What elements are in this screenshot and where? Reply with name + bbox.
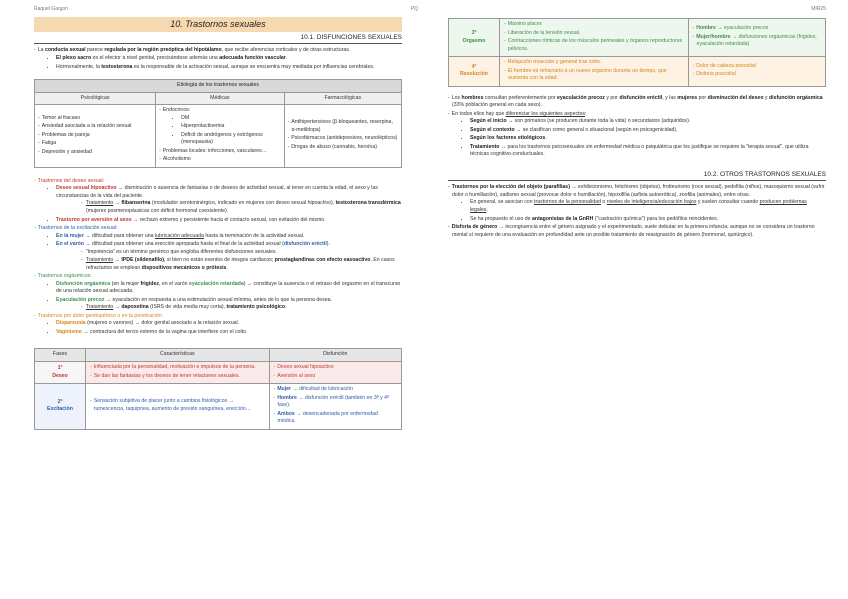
header-code: MIR25 <box>811 6 826 12</box>
list-item: • Disfunción orgásmica (en la mujer frigidez, en el varón eyaculación retardada) → constituye la ausencia o el retraso del orgasmo en el transcurso de una relación sexual adecuada. <box>56 281 402 296</box>
list-item: • En el varón → dificultad para obtener una erección apropiada hasta el final de la actividad sexual (disfunción eréctil). - "Impotencia" es un término genérico que engloba diferentes disfunciones sexuales. - Tratamiento → IPDE (sildenafilo), si bien no están exentos de riesgos cardiacos; prostaglandinas con efecto vasoactivo. En casos refractarios se emplean dispositivos mecánicos o prótesis. <box>56 241 402 272</box>
list-item: - Dolor de cabeza poscoital <box>697 63 822 71</box>
table-row: 1ª Deseo - Influenciada por la personalidad, motivación e impulsos de la persona. - Se dan las fantasías y los deseos de tener relaciones sexuales. - Deseo sexual hipoactivo - Aversión al sexo <box>35 362 402 384</box>
list-item: - Trastornos de la excitación sexual: • En la mujer → dificultad para obtener una lubricación adecuada hasta la terminación de la actividad sexual. • En el varón → dificultad para obtener una erección apropiada hasta el final de la actividad sexual (disfunción eréctil). - "Impotencia" es un término genérico que engloba diferentes disfunciones sexuales. - Tratamiento → IPDE (sildenafilo), si bien no están exentos de riesgos cardiacos; prostaglandinas con efecto vasoactivo. En casos refractarios se emplean dispositivos mecánicos o prótesis. <box>38 225 402 272</box>
table-caption: Etiología de los trastornos sexuales <box>35 80 402 93</box>
list-item: - Trastornos por dolor genitopélvico o en la penetración: • Dispareunia (mujeres o varones) → dolor genital asociado a la relación sexual. • Vaginismo → contractura del tercio externo de la vagina que interfiere con el coito. <box>38 313 402 337</box>
list-item: - Máximo placer. <box>508 21 684 29</box>
list-item: - Tratamiento → dapoxetina (ISRS de vida media muy corta), tratamiento psicológico. <box>86 304 402 312</box>
column-header: Disfunción <box>269 349 402 362</box>
list-item: - Contracciones rítmicas de los músculos perineales y órganos reproductores pélvicos. <box>508 38 684 53</box>
column-header: Médicas <box>156 92 284 105</box>
list-item: - Mujer → dificultad de lubricación <box>278 386 398 394</box>
intro-list <box>34 47 402 71</box>
list-item: - Liberación de la tensión sexual. <box>508 30 684 38</box>
summary-list <box>448 95 826 159</box>
page-header <box>448 6 826 15</box>
author-name: Raquel Gargori <box>34 6 68 12</box>
list-item: - "Impotencia" es un término genérico que engloba diferentes disfunciones sexuales. <box>86 249 402 257</box>
list-item: - Trastornos del deseo sexual: • Deseo sexual hipoactivo → disminución o ausencia de fantasías o de deseos de actividad sexual, al tener en cuenta la edad, el sexo y las circunstancias de la vida del paciente. - Tratamiento → flibanserina (modulador serotoninérgico, indicado en mujeres con deseo sexual hipoactivo), testosterona transdérmica (mujeres posmenopáusicas con déficit hormonal coexistente). • Trastorno por aversión al sexo → rechazo extremo y persistente hacia el contacto sexual, con evitación del mismo. <box>38 178 402 224</box>
list-item: • El plexo sacro es el efector a nivel genital, precisándose además una adecuada función vascular. <box>56 55 402 63</box>
table-row: 3ª Orgasmo - Máximo placer. - Liberación de la tensión sexual. - Contracciones rítmicas de los músculos perineales y órganos reproductores pélvicos. - Hombre → eyaculación precoz - Mujer/hombre → disfunciones orgásmicas (frigidez, eyaculación retardada) <box>449 19 826 57</box>
list-item: - Antihipertensivos (β-bloqueantes, reserpina, α-metildopa) <box>292 119 398 134</box>
list-item: - Ansiedad asociada a la relación sexual <box>42 123 152 131</box>
list-item: - El hombre es refractario a un nuevo orgasmo durante un tiempo, que aumenta con la edad. <box>508 68 684 83</box>
list-item: - Depresión y ansiedad <box>42 149 152 157</box>
list-item: - Problemas locales: infecciones, vasculares… <box>163 148 280 156</box>
list-item: - Drogas de abuso (cannabis, heroína) <box>292 144 398 152</box>
list-item: - Psicofármacos (antidepresivos, neurolépticos) <box>292 135 398 143</box>
list-item: - Tratamiento → flibanserina (modulador serotoninérgico, indicado en mujeres con deseo sexual hipoactivo), testosterona transdérmica (mujeres posmenopáusicas con déficit hormonal coexistente). <box>86 200 402 215</box>
phases-table <box>34 348 402 429</box>
list-item: - La conducta sexual parece regulada por la región preóptica del hipotálamo, que recibe aferencias corticales y de otras estructuras. • El plexo sacro es el efector a nivel genital, precisándose además una adecuada función vascular. • Hormonalmente, la testosterona es la responsable de la activación sexual, aunque se encuentra muy mediada por influencias cerebrales. <box>38 47 402 71</box>
list-item: - Aversión al sexo <box>278 373 398 381</box>
list-item: - Sensación subjetiva de placer junto a cambios fisiológicos → tumescencia, taquipnea, aumento de presión sanguínea, erección… <box>94 398 265 413</box>
page-header <box>34 6 418 15</box>
list-item: - Deseo sexual hipoactivo <box>278 364 398 372</box>
disorders-list <box>34 178 402 337</box>
list-item: - Alcoholismo <box>163 156 280 164</box>
list-item: • Se ha propuesto el uso de antagonistas de la GnRH ("castración química") para los pedófilos reincidentes. <box>470 216 826 224</box>
list-item: - Trastornos por la elección del objeto (parafilias) → exhibicionismo, fetichismo (objetos), frotteurismo (roce sexual), pedofilia (niños), masoquismo sexual (sufrir dolor o humillación), sadismo sexual (provocar dolor o humillación), hipoxifilia (asfixia autoerótica), zoofilia (animales), entre otras. • En general, se asocian con trastornos de la personalidad o niveles de inteligencia/educación bajos y suelen consultar cuando producen problemas legales. • Se ha propuesto el uso de antagonistas de la GnRH ("castración química") para los pedófilos reincidentes. <box>452 184 826 223</box>
column-header: Farmacológicas <box>284 92 401 105</box>
list-item: • Según el inicio → son primarios (se producen durante toda la vida) o secundarios (adquiridos). <box>470 118 826 126</box>
list-item: • Según los factores etiológicos. <box>470 135 826 143</box>
table-row: 4ª Resolución - Relajación muscular y general tras coito. - El hombre es refractario a un nuevo orgasmo durante un tiempo, que aumenta con la edad. - Dolor de cabeza poscoital - Disforia poscoital <box>449 57 826 87</box>
list-item: • En general, se asocian con trastornos de la personalidad o niveles de inteligencia/educación bajos y suelen consultar cuando producen problemas legales. <box>470 199 826 214</box>
column-header: Psicológicas <box>35 92 156 105</box>
list-item: • Dispareunia (mujeres o varones) → dolor genital asociado a la relación sexual. <box>56 320 402 328</box>
list-item: • Vaginismo → contractura del tercio externo de la vagina que interfiere con el coito. <box>56 329 402 337</box>
column-header: Características <box>86 349 270 362</box>
list-item: • Según el contexto → se clasifican como general o situacional (según en psicogenicidad). <box>470 127 826 135</box>
list-item: • Tratamiento → para los trastornos psicosexuales sin enfermedad médica o psiquiátrica que los justifique se requiere la "terapia sexual", que utiliza técnicas cognitivo-conductuales. <box>470 144 826 159</box>
list-item: • Deseo sexual hipoactivo → disminución o ausencia de fantasías o de deseos de actividad sexual, al tener en cuenta la edad, el sexo y las circunstancias de la vida del paciente. - Tratamiento → flibanserina (modulador serotoninérgico, indicado en mujeres con deseo sexual hipoactivo), testosterona transdérmica (mujeres posmenopáusicas con déficit hormonal coexistente). <box>56 185 402 215</box>
list-item: - Trastornos orgásmicos: • Disfunción orgásmica (en la mujer frigidez, en el varón eyaculación retardada) → constituye la ausencia o el retraso del orgasmo en el transcurso de una relación sexual adecuada. • Eyaculación precoz → eyaculación en respuesta a una estimulación sexual mínima, antes de lo que la persona desea. - Tratamiento → dapoxetina (ISRS de vida media muy corta), tratamiento psicológico. <box>38 273 402 312</box>
etiology-table <box>34 79 402 168</box>
column-header: Fases <box>35 349 86 362</box>
right-page <box>424 0 848 599</box>
list-item: • Déficit de andrógenos y estrógenos (menopausia) <box>181 132 280 147</box>
table-row: 2ª Excitación - Sensación subjetiva de placer junto a cambios fisiológicos → tumescencia, taquipnea, aumento de presión sanguínea, erección… - Mujer → dificultad de lubricación - Hombre → disfunción eréctil (también en 3ª y 4ª fase). - Ambos → desencadenada por enfermedad médica. <box>35 384 402 430</box>
list-item: - Influenciada por la personalidad, motivación e impulsos de la persona. <box>94 364 265 372</box>
list-item: - Relajación muscular y general tras coito. <box>508 59 684 67</box>
list-item: • Eyaculación precoz → eyaculación en respuesta a una estimulación sexual mínima, antes de lo que la persona desea. - Tratamiento → dapoxetina (ISRS de vida media muy corta), tratamiento psicológico. <box>56 297 402 312</box>
other-disorders-list <box>448 184 826 239</box>
list-item: - Los hombres consultan preferentemente por eyaculación precoz y por disfunción eréctil, y las mujeres por disminución del deseo y disfunción orgásmica (33% población general en cada sexo). <box>452 95 826 110</box>
list-item: - Hombre → disfunción eréctil (también en 3ª y 4ª fase). <box>278 395 398 410</box>
list-item: - Tratamiento → IPDE (sildenafilo), si bien no están exentos de riesgos cardiacos; prostaglandinas con efecto vasoactivo. En casos refractarios se emplean dispositivos mecánicos o prótesis. <box>86 257 402 272</box>
list-item: - Se dan las fantasías y los deseos de tener relaciones sexuales. <box>94 373 265 381</box>
list-item: - Disforia poscoital <box>697 71 822 79</box>
list-item: - Temor al fracaso <box>42 115 152 123</box>
list-item: - Problemas de pareja <box>42 132 152 140</box>
list-item: - Endocrinos: • DM • Hiperprolactinemia • Déficit de andrógenos y estrógenos (menopausia) <box>163 107 280 147</box>
list-item: - Disforia de género → incongruencia entre el género asignado y el experimentado, suele debutar en la primera infancia; aunque no se considera un trastorno mental sí requiere de una evaluación en profundidad ante un posible tratamiento de reasignación de género (hormonal, quirúrgico). <box>452 224 826 239</box>
chapter-title: 10. Trastornos sexuales <box>34 17 402 32</box>
list-item: • Trastorno por aversión al sexo → rechazo extremo y persistente hacia el contacto sexual, con evitación del mismo. <box>56 217 402 225</box>
section-title: 10.1. DISFUNCIONES SEXUALES <box>34 32 402 44</box>
list-item: • Hormonalmente, la testosterona es la responsable de la activación sexual, aunque se encuentra muy mediada por influencias cerebrales. <box>56 64 402 72</box>
list-item: • DM <box>181 115 280 123</box>
phases-table-continued <box>448 18 826 87</box>
section-title: 10.2. OTROS TRASTORNOS SEXUALES <box>448 169 826 181</box>
list-item: - En todos ellos hay que diferenciar los siguientes aspectos: • Según el inicio → son primarios (se producen durante toda la vida) o secundarios (adquiridos). • Según el contexto → se clasifican como general o situacional (según en psicogenicidad). • Según los factores etiológicos. • Tratamiento → para los trastornos psicosexuales sin enfermedad médica o psiquiátrica que los justifique se requiere la "terapia sexual", que utiliza técnicas cognitivo-conductuales. <box>452 111 826 159</box>
list-item: • En la mujer → dificultad para obtener una lubricación adecuada hasta la terminación de la actividad sexual. <box>56 233 402 241</box>
header-tag: PQ <box>410 6 418 12</box>
list-item: - Fatiga <box>42 140 152 148</box>
list-item: - Ambos → desencadenada por enfermedad médica. <box>278 411 398 426</box>
list-item: - Hombre → eyaculación precoz <box>697 25 822 33</box>
list-item: • Hiperprolactinemia <box>181 123 280 131</box>
list-item: - Mujer/hombre → disfunciones orgásmicas (frigidez, eyaculación retardada) <box>697 34 822 49</box>
